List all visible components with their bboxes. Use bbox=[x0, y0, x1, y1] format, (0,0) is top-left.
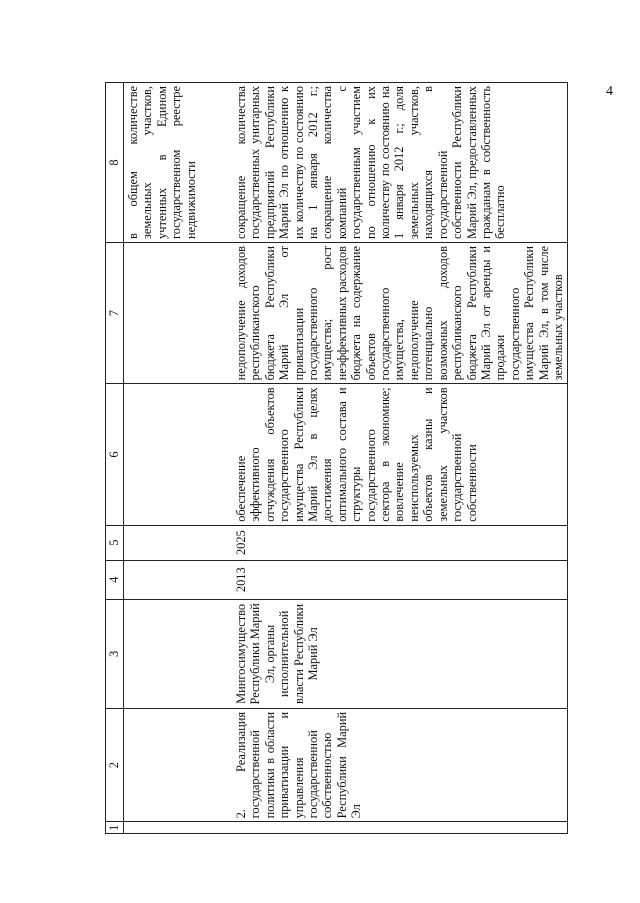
table-row bbox=[232, 83, 568, 834]
related-indicators: сокращение количества государственных унитарных предприятий Республики Марий Эл по отношению к их количеству по состоянию на 1 января 2012 г.; сокращение количества компаний с государственным участием по отношению к их количеству по состоянию на 1 января 2012 г.; доля земельных участков, находящихся в государственной собственности Республики Марий Эл, предоставленных гражданам в собственность бесплатно bbox=[232, 83, 568, 243]
end-year: 2025 bbox=[232, 525, 568, 560]
program-table bbox=[105, 82, 568, 834]
header-row bbox=[106, 83, 124, 834]
cell bbox=[124, 708, 233, 822]
column-header-5: 5 bbox=[106, 525, 124, 560]
cell bbox=[124, 242, 233, 383]
rotated-table-sheet bbox=[105, 82, 565, 834]
cell bbox=[124, 560, 233, 599]
consequences-of-non-implementation: недополучение доходов республиканского бюджета Республики Марий Эл от приватизации государственного имущества; рост неэффективных расходов бюджета на содержание объектов государственного имущества, недополучение потенциально возможных доходов республиканского бюджета Республики Марий Эл от аренды и продажи государственного имущества Республики Марий Эл, в том числе земельных участков bbox=[232, 242, 568, 383]
cell bbox=[232, 822, 568, 834]
continuation-row bbox=[124, 83, 233, 834]
column-header-6: 6 bbox=[106, 384, 124, 525]
cell bbox=[124, 525, 233, 560]
indicator-continuation: в общем количестве земельных участков, учтенных в Едином государственном реестре недвижимости bbox=[124, 83, 233, 243]
column-header-8: 8 bbox=[106, 83, 124, 243]
start-year: 2013 bbox=[232, 560, 568, 599]
column-header-1: 1 bbox=[106, 822, 124, 834]
responsible-executor: Мингосимущество Республики Марий Эл, органы исполнительной власти Республики Марий Эл bbox=[232, 599, 568, 708]
page-number: 4 bbox=[606, 84, 613, 99]
expected-result: обеспечение эффективного отчуждения объектов государственного имущества Республики Марий Эл в целях достижения оптимального состава и структуры государственного сектора в экономике; вовлечение неиспользуемых объектов казны и земельных участков государственной собственности bbox=[232, 384, 568, 525]
column-header-7: 7 bbox=[106, 242, 124, 383]
column-header-2: 2 bbox=[106, 708, 124, 822]
cell bbox=[124, 822, 233, 834]
column-header-3: 3 bbox=[106, 599, 124, 708]
column-header-4: 4 bbox=[106, 560, 124, 599]
cell bbox=[124, 384, 233, 525]
table-bottom-border bbox=[568, 83, 569, 834]
cell bbox=[124, 599, 233, 708]
measure-name: 2. Реализация государственной политики в области приватизации и управления государственной собственностью Республики Марий Эл bbox=[232, 708, 568, 822]
